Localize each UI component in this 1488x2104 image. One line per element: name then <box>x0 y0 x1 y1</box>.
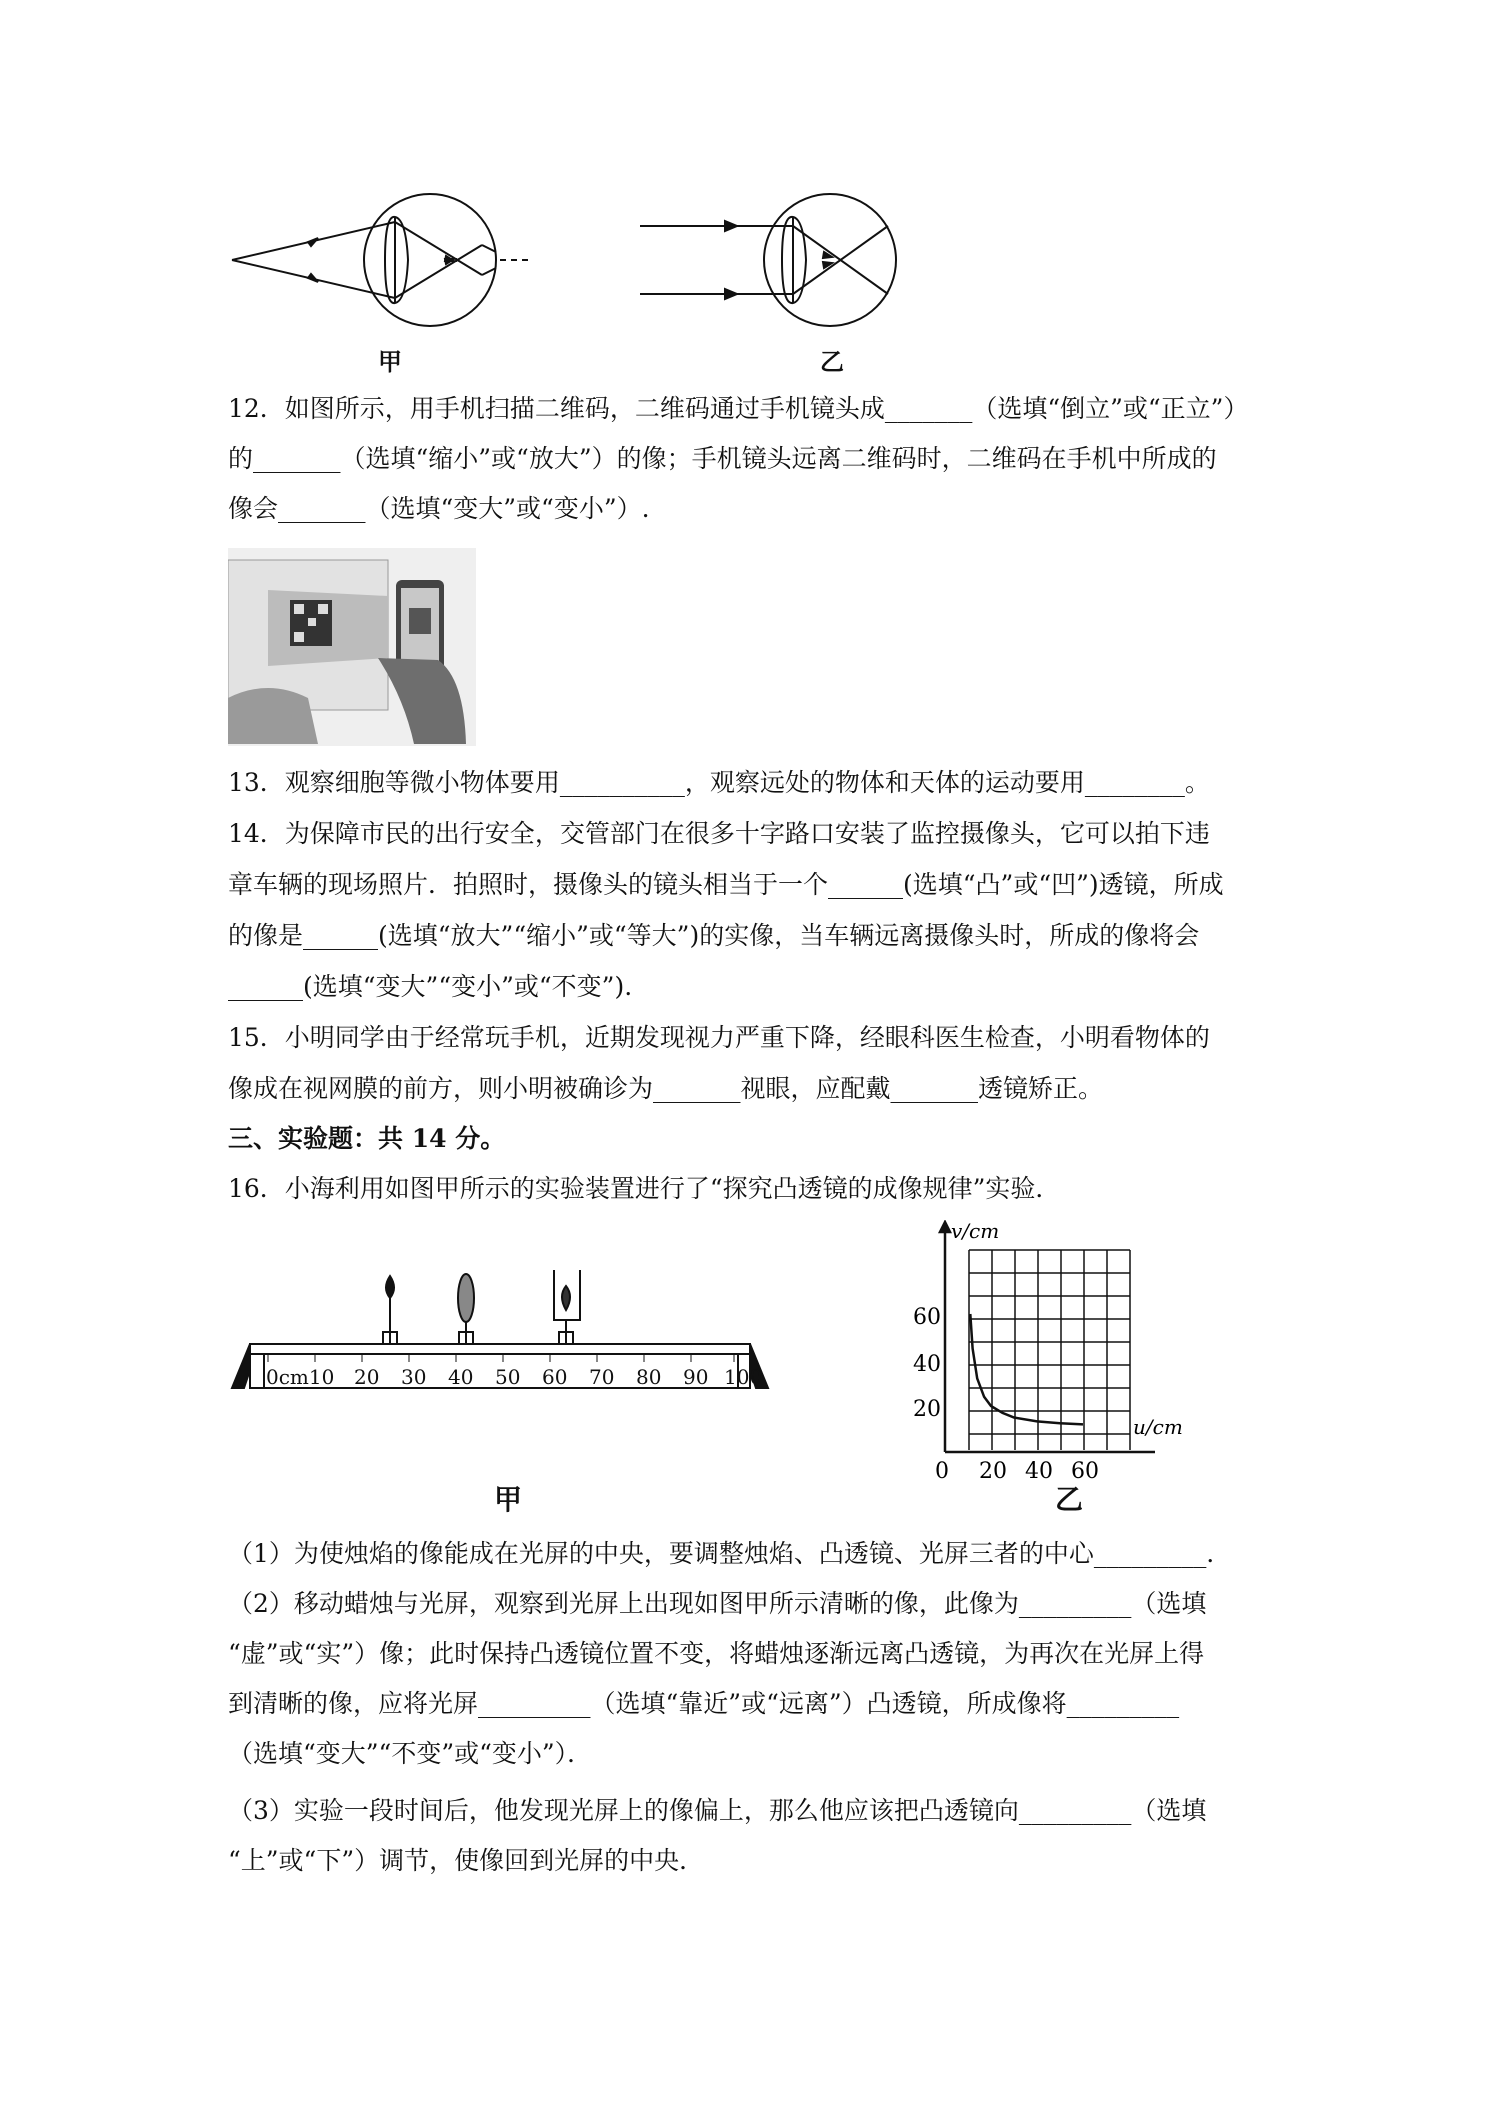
bench-ticks <box>268 1354 734 1362</box>
q15-line-1: 15．小明同学由于经常玩手机，近期发现视力严重下降，经眼科医生检查，小明看物体的 <box>228 1023 1210 1052</box>
graph-curve <box>970 1314 1083 1424</box>
bench-label-30: 30 <box>401 1365 427 1389</box>
bench-label-0: 0cm10 <box>266 1365 335 1389</box>
graph-grid <box>969 1250 1130 1450</box>
q14-line-2: 章车辆的现场照片．拍照时，摄像头的镜头相当于一个______(选填“凸”或“凹”)透镜，所成 <box>228 870 1224 899</box>
q16-sub-line-3: “虚”或“实”）像；此时保持凸透镜位置不变，将蜡烛逐渐远离凸透镜，为再次在光屏上得 <box>228 1639 1205 1668</box>
q16-sub-line-1: （1）为使烛焰的像能成在光屏的中央，要调整烛焰、凸透镜、光屏三者的中心_________． <box>228 1539 1232 1568</box>
section-3-heading: 三、实验题：共 14 分。 <box>228 1124 506 1153</box>
bench-label-50: 50 <box>495 1365 521 1389</box>
graph-caption: 乙 <box>1055 1483 1084 1516</box>
q14-line-3: 的像是______(选填“放大”“缩小”或“等大”)的实像，当车辆远离摄像头时，所成的像将会 <box>228 921 1200 950</box>
q13-line: 13．观察细胞等微小物体要用__________，观察远处的物体和天体的运动要用________。 <box>228 768 1210 797</box>
bench-label-60: 60 <box>542 1365 568 1389</box>
graph-x-tick-0: 0 <box>935 1459 949 1484</box>
graph-y-tick-20: 20 <box>913 1397 941 1422</box>
bench-label-70: 70 <box>589 1365 615 1389</box>
q16-sub-line-6: （3）实验一段时间后，他发现光屏上的像偏上，那么他应该把凸透镜向_________（选填 <box>228 1796 1207 1825</box>
eye-diagram-left <box>232 194 532 326</box>
v-u-graph <box>905 1220 1215 1490</box>
eye-left-caption: 甲 <box>378 347 402 376</box>
qr-scan-photo <box>228 548 476 746</box>
q12-line-2: 的_______（选填“缩小”或“放大”）的像；手机镜头远离二维码时，二维码在手机中所成的 <box>228 444 1217 473</box>
graph-x-tick-40: 40 <box>1025 1459 1053 1484</box>
bench-label-80: 80 <box>636 1365 662 1389</box>
bench-label-90: 90 <box>683 1365 709 1389</box>
optical-bench <box>228 1270 788 1440</box>
graph-y-tick-60: 60 <box>913 1305 941 1330</box>
q16-sub-line-2: （2）移动蜡烛与光屏，观察到光屏上出现如图甲所示清晰的像，此像为_________（选填 <box>228 1589 1207 1618</box>
q12-line-1: 12．如图所示，用手机扫描二维码，二维码通过手机镜头成_______（选填“倒立”或“正立”） <box>228 394 1249 423</box>
graph-x-label: u/cm <box>1133 1415 1183 1439</box>
eye-diagram-right <box>640 194 896 326</box>
q12-line-3: 像会_______（选填“变大”或“变小”）. <box>228 494 650 523</box>
graph-y-label: v/cm <box>951 1220 1000 1243</box>
q16-sub-line-4: 到清晰的像，应将光屏_________（选填“靠近”或“远离”）凸透镜，所成像将_________ <box>228 1689 1180 1718</box>
qr-code-icon <box>290 600 332 646</box>
graph-y-tick-40: 40 <box>913 1352 941 1377</box>
q14-line-1: 14．为保障市民的出行安全，交管部门在很多十字路口安装了监控摄像头，它可以拍下违 <box>228 819 1210 848</box>
q16-sub-line-7: “上”或“下”）调节，使像回到光屏的中央． <box>228 1846 705 1875</box>
lens-icon <box>458 1274 474 1344</box>
q15-line-2: 像成在视网膜的前方，则小明被确诊为_______视眼，应配戴_______透镜矫正。 <box>228 1074 1104 1103</box>
screen-icon <box>554 1270 580 1344</box>
bench-label-100: 100 <box>724 1365 763 1389</box>
graph-x-tick-20: 20 <box>979 1459 1007 1484</box>
bench-label-20: 20 <box>354 1365 380 1389</box>
bench-label-40: 40 <box>448 1365 474 1389</box>
q14-line-4: ______(选填“变大”“变小”或“不变”). <box>228 972 633 1001</box>
eye-right-caption: 乙 <box>820 347 844 376</box>
q16-sub-line-5: （选填“变大”“不变”或“变小”）． <box>228 1739 593 1768</box>
candle-icon <box>383 1276 397 1344</box>
bench-caption: 甲 <box>494 1483 523 1516</box>
graph-x-tick-60: 60 <box>1071 1459 1099 1484</box>
q16-line: 16．小海利用如图甲所示的实验装置进行了“探究凸透镜的成像规律”实验． <box>228 1174 1061 1203</box>
